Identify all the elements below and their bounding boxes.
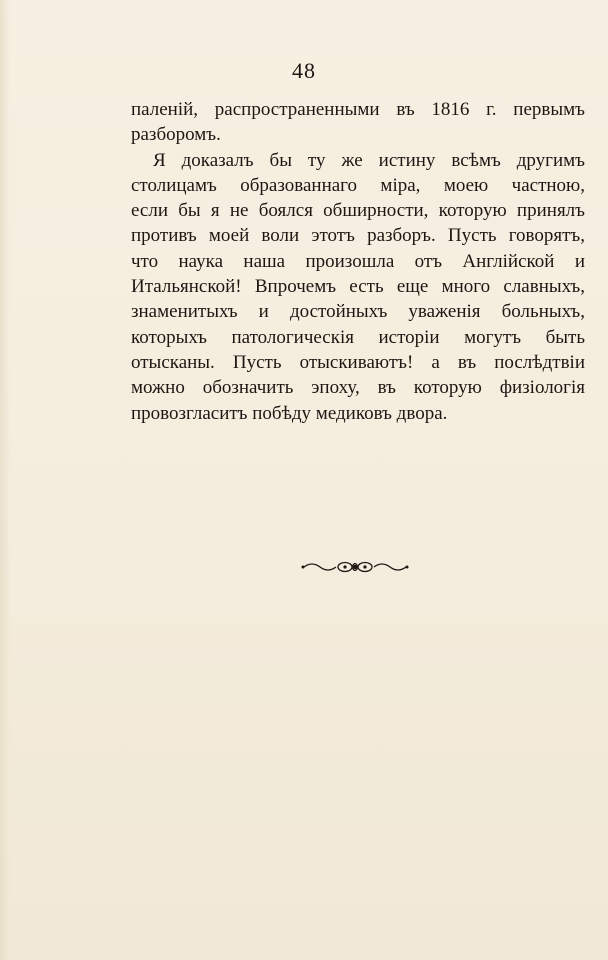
text-line: разборомъ. <box>131 124 221 146</box>
body-text <box>131 97 585 426</box>
page-number: 48 <box>292 58 316 83</box>
page-edge-shadow <box>0 0 10 960</box>
text-line: столицамъ образованнаго міра, моею частною, <box>131 174 585 196</box>
text-line: паленій, распространенными въ 1816 г. первымъ <box>131 99 585 120</box>
text-line: знаменитыхъ и достойныхъ уваженія больныхъ, <box>131 301 585 323</box>
text-line: что наука наша произошла отъ Англійской и <box>131 250 585 272</box>
text-line: можно обозначить эпоху, въ которую физіологія <box>131 377 585 399</box>
text-line: провозгласитъ побѣду медиковъ двора. <box>131 402 448 424</box>
text-line: если бы я не боялся обширности, которую принялъ <box>131 200 585 222</box>
text-line: Я доказалъ бы ту же истину всѣмъ другимъ <box>153 149 585 171</box>
text-line: отысканы. Пусть отыскиваютъ! а въ послѣдтвіи <box>131 351 585 373</box>
text-line: Итальянской! Впрочемъ есть еще много славныхъ, <box>131 276 585 298</box>
text-line: которыхъ патологическія исторіи могутъ быть <box>131 326 585 348</box>
text-line: противъ моей воли этотъ разборъ. Пусть говорятъ, <box>131 225 585 247</box>
decorative-tailpiece-icon <box>300 556 410 578</box>
